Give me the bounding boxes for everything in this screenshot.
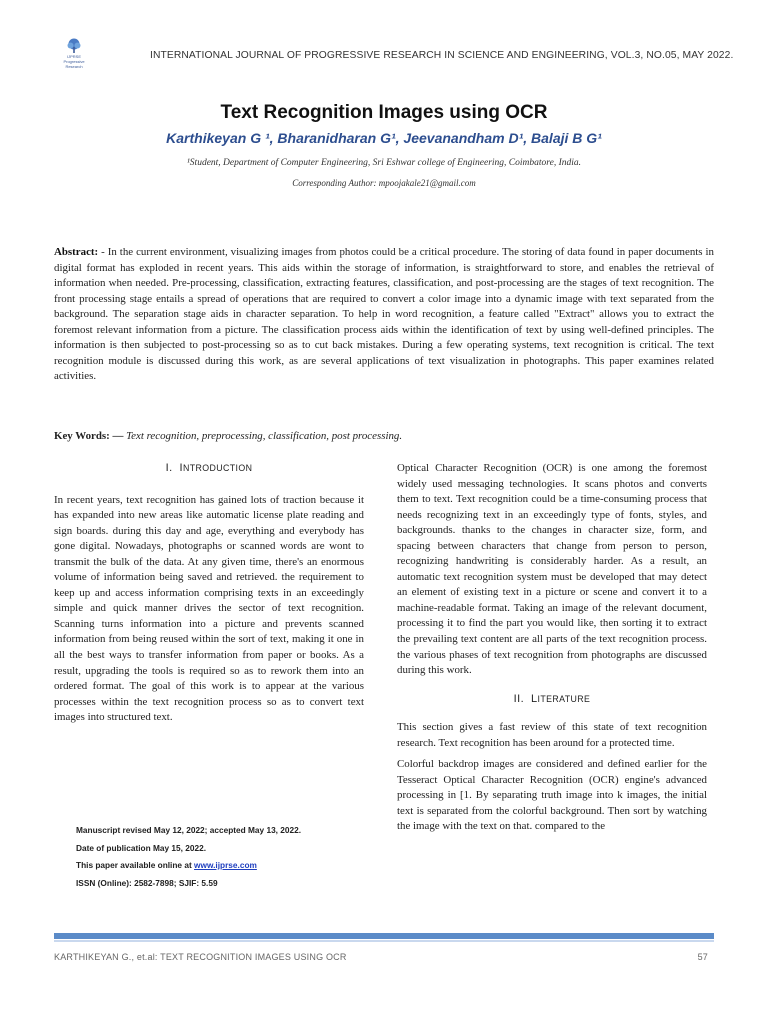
publication-date: Date of publication May 15, 2022. [76, 842, 207, 853]
corresponding-author: Corresponding Author: mpoojakale21@gmail.com [292, 178, 476, 188]
online-availability [76, 857, 366, 875]
intro-paragraph: In recent years, text recognition has gained lots of traction because it has expanded into new areas like automatic license plate reading and sign boards. during this day and age, everything and everybody has gone digital. Nowadays, photographs or scanned words are wont to transmit the bulk of the data. At any given time, there's an enormous volume of information being saved and retrieved. the requirement to keep up and access information comprising texts in an exceedingly simple and quick manner drives the sector of text recognition. Scanning turns information into a picture and prevents scanned information from being reused within the sort of text, making it one in all the best ways to transfer information from paper or books. As a result, upgrading the tools is required so as to rework them into an ordered format. The goal of this work is to appear at the various processes within the text recognition process so as to convert text images into structured text. [54, 493, 364, 724]
footer-rule [54, 933, 714, 939]
logo-text: IJPRSE [66, 54, 81, 59]
logo-subtext: Progressive Research [63, 59, 85, 69]
footer-rule-shadow [54, 940, 714, 942]
ocr-intro-paragraph: Optical Character Recognition (OCR) is one among the foremost widely used messaging technologies. It scans photos and converts them to text. Text recognition could be a time-consuming process that needs recognizing text in an exceedingly type of fonts, styles, and backgrounds. thanks to the changes in character size, form, and spacing between characters that change from person to person, recognizing handwriting is considerably harder. As a result, an automatic text recognition system must be developed that may detect an element of existing text in a picture or scene and convert it to a machine-readable format. Taking an image of the relevant document, processing it to find the part you would like, then sorting it to extract the prevailing text content are all parts of the text recognition process. the various phases of text recognition from photographs are discussed during this work. [397, 462, 707, 677]
author-affiliation: ¹Student, Department of Computer Engineering, Sri Eshwar college of Engineering, Coimbatore, India. [186, 158, 582, 168]
abstract-label: Abstract: [54, 246, 99, 258]
section-title-first: L [530, 692, 538, 705]
page-footer [54, 952, 714, 962]
manuscript-revised: Manuscript revised May 12, 2022; accepted May 13, 2022. [76, 825, 302, 835]
online-prefix: This paper available online at [76, 860, 195, 870]
keywords-text: Text recognition, preprocessing, classification, post processing. [123, 430, 403, 442]
literature-paragraph-1: This section gives a fast review of this state of text recognition research. Text recognition has been around for a protected time. [397, 721, 707, 749]
running-title: KARTHIKEYAN G., et.al: TEXT RECOGNITION IMAGES USING OCR [54, 952, 347, 962]
keywords-label: Key Words: — [54, 430, 124, 442]
journal-website-link[interactable]: www.ijprse.com [194, 860, 257, 870]
section-title-first: I [179, 462, 183, 474]
page-number: 57 [697, 952, 708, 962]
abstract [54, 245, 714, 385]
section-heading-literature [397, 692, 707, 708]
section-title-rest: ITERATURE [537, 693, 591, 704]
section-title-rest: NTRODUCTION [182, 463, 253, 473]
paper-title: Text Recognition Images using OCR [220, 102, 548, 123]
journal-header: INTERNATIONAL JOURNAL OF PROGRESSIVE RESEARCH IN SCIENCE AND ENGINEERING, VOL.3, NO.05, MAY 2022. [150, 50, 734, 61]
journal-logo [56, 38, 92, 69]
section-number: II. [513, 692, 525, 705]
abstract-text: - In the current environment, visualizing images from photos could be a critical procedure. The storing of data found in paper documents in digital format has exploded in recent years. This aids within the storage of information, is straightforward to store, and enables the retrieval of information when needed. Pre-processing, classification, extracting features, classification, and post-processing are the stages of text recognition. The front processing stage entails a spread of operations that are required to convert a color image into a dynamic image with text separated from the background. The separation stage aids in character separation. To help in word recognition, a feature called "Extract" allows you to extract the foremost relevant information from a picture. The classification process aids within the identification of text by using well-defined principles. The information is then subjected to post-processing so as to cut back mistakes. During a few operating systems, text recognition is critical. The text recognition module is discussed during this work, as are several applications of text visualization in photographs. This paper examines related activities. [54, 246, 714, 383]
manuscript-notes [76, 822, 366, 892]
section-number: I. [165, 462, 173, 474]
left-column [54, 461, 364, 726]
keywords [54, 430, 714, 442]
right-column [397, 461, 707, 835]
paper-authors: Karthikeyan G ¹, Bharanidharan G¹, Jeevanandham D¹, Balaji B G¹ [166, 130, 602, 146]
section-heading-introduction [54, 461, 364, 477]
issn-info: ISSN (Online): 2582-7898; SJIF: 5.59 [76, 877, 218, 888]
tree-logo-icon [65, 38, 83, 54]
literature-paragraph-2: Colorful backdrop images are considered and defined earlier for the Tesseract Optical Character Recognition (OCR) engine's advanced processing in [1. By separating truth image into k images, the initial text is separated from the colorful background. Then sort by watching the image with the text on that. compared to the [397, 758, 707, 833]
